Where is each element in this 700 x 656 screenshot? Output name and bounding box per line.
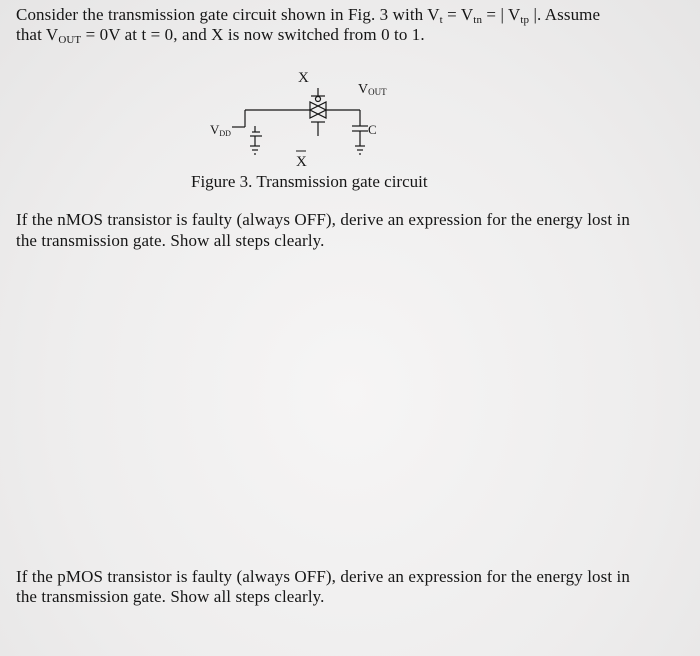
x-top-label: X bbox=[298, 70, 309, 86]
subscript-tp: tp bbox=[520, 14, 530, 26]
x-bar-bottom-label: X bbox=[296, 154, 307, 170]
transmission-gate-circuit-diagram bbox=[200, 66, 420, 170]
circuit-wires bbox=[232, 88, 368, 154]
vdd-label: VDD bbox=[210, 122, 231, 138]
subscript-tn: tn bbox=[473, 14, 483, 26]
statement-text: = 0V at t = 0, and X is now switched from 0 to 1. bbox=[81, 25, 425, 44]
statement-text: |. Assume bbox=[529, 5, 601, 24]
statement-text: = | V bbox=[482, 5, 521, 24]
statement-text: = V bbox=[442, 5, 474, 24]
question-2-line-1: If the pMOS transistor is faulty (always OFF), derive an expression for the energy lost in bbox=[16, 567, 630, 586]
vout-label: VOUT bbox=[358, 82, 387, 97]
question-2-line-2: the transmission gate. Show all steps clearly. bbox=[16, 587, 325, 606]
question-1-line-2: the transmission gate. Show all steps clearly. bbox=[16, 231, 325, 250]
statement-text: Consider the transmission gate circuit shown in Fig. 3 with V bbox=[16, 5, 440, 24]
subscript-out: OUT bbox=[58, 34, 82, 46]
question-1-line-1: If the nMOS transistor is faulty (always OFF), derive an expression for the energy lost in bbox=[16, 210, 630, 229]
statement-text: that V bbox=[16, 25, 59, 44]
figure-caption: Figure 3. Transmission gate circuit bbox=[191, 172, 428, 191]
subscript-t: t bbox=[439, 14, 443, 26]
capacitor-c-label: C bbox=[368, 122, 377, 137]
problem-statement-line-2 bbox=[16, 25, 425, 50]
